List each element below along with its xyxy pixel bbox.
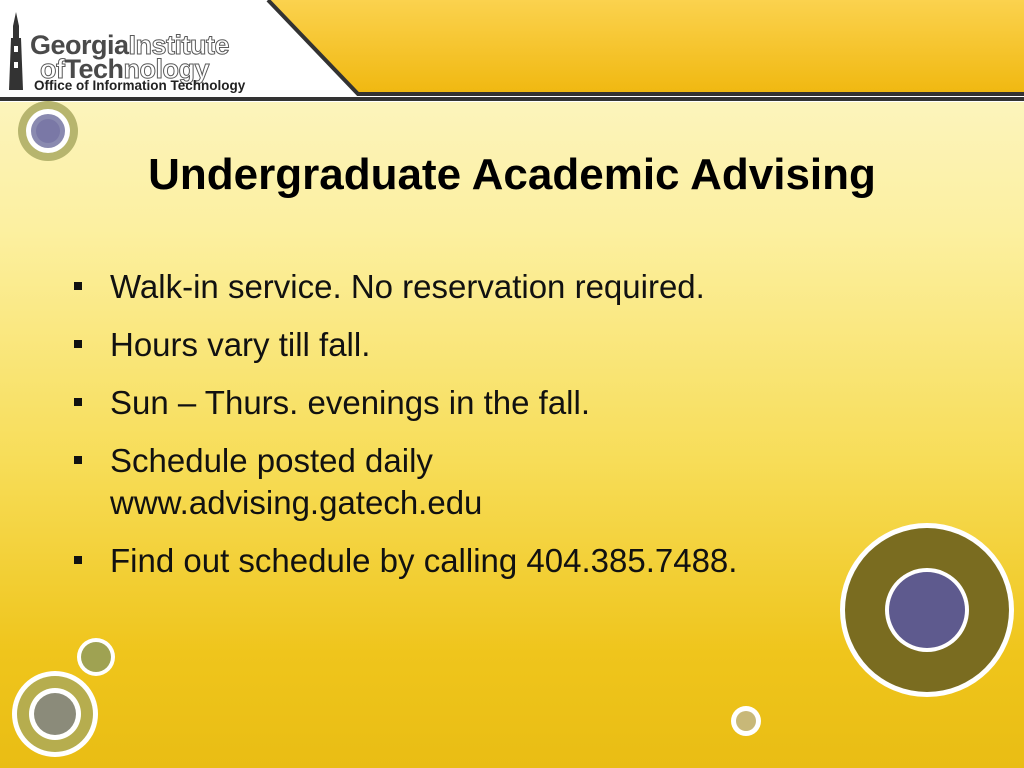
logo-nology: nology [123, 54, 209, 84]
bullet-text: Hours vary till fall. [110, 326, 371, 363]
bullet-text: Schedule posted daily [110, 442, 433, 479]
bullet-square-icon [74, 456, 82, 464]
bullet-square-icon [74, 340, 82, 348]
bullet-item [70, 382, 900, 424]
logo-subtitle: Office of Information Technology [34, 78, 246, 93]
bullet-item [70, 266, 900, 308]
circle-small-left [77, 638, 115, 676]
bullet-square-icon [74, 556, 82, 564]
circle-small-right [731, 706, 761, 736]
bullet-item [70, 440, 900, 524]
slide-title: Undergraduate Academic Advising [148, 150, 876, 199]
logo-institute: Institute [128, 30, 230, 60]
bullet-square-icon [74, 398, 82, 406]
logo-tech: Tech [64, 54, 124, 84]
logo-georgia: Georgia [30, 30, 129, 60]
bullet-text: Find out schedule by calling 404.385.7488. [110, 542, 738, 579]
bullet-list [70, 266, 900, 598]
bullet-item [70, 324, 900, 366]
bullet-text: Walk-in service. No reservation required. [110, 268, 705, 305]
circle-bottom-left [12, 671, 98, 757]
advising-url-link[interactable]: www.advising.gatech.edu [110, 484, 483, 521]
bullet-item [70, 540, 900, 582]
bullet-square-icon [74, 282, 82, 290]
logo-of: of [40, 54, 65, 84]
bullet-text: Sun – Thurs. evenings in the fall. [110, 384, 591, 421]
